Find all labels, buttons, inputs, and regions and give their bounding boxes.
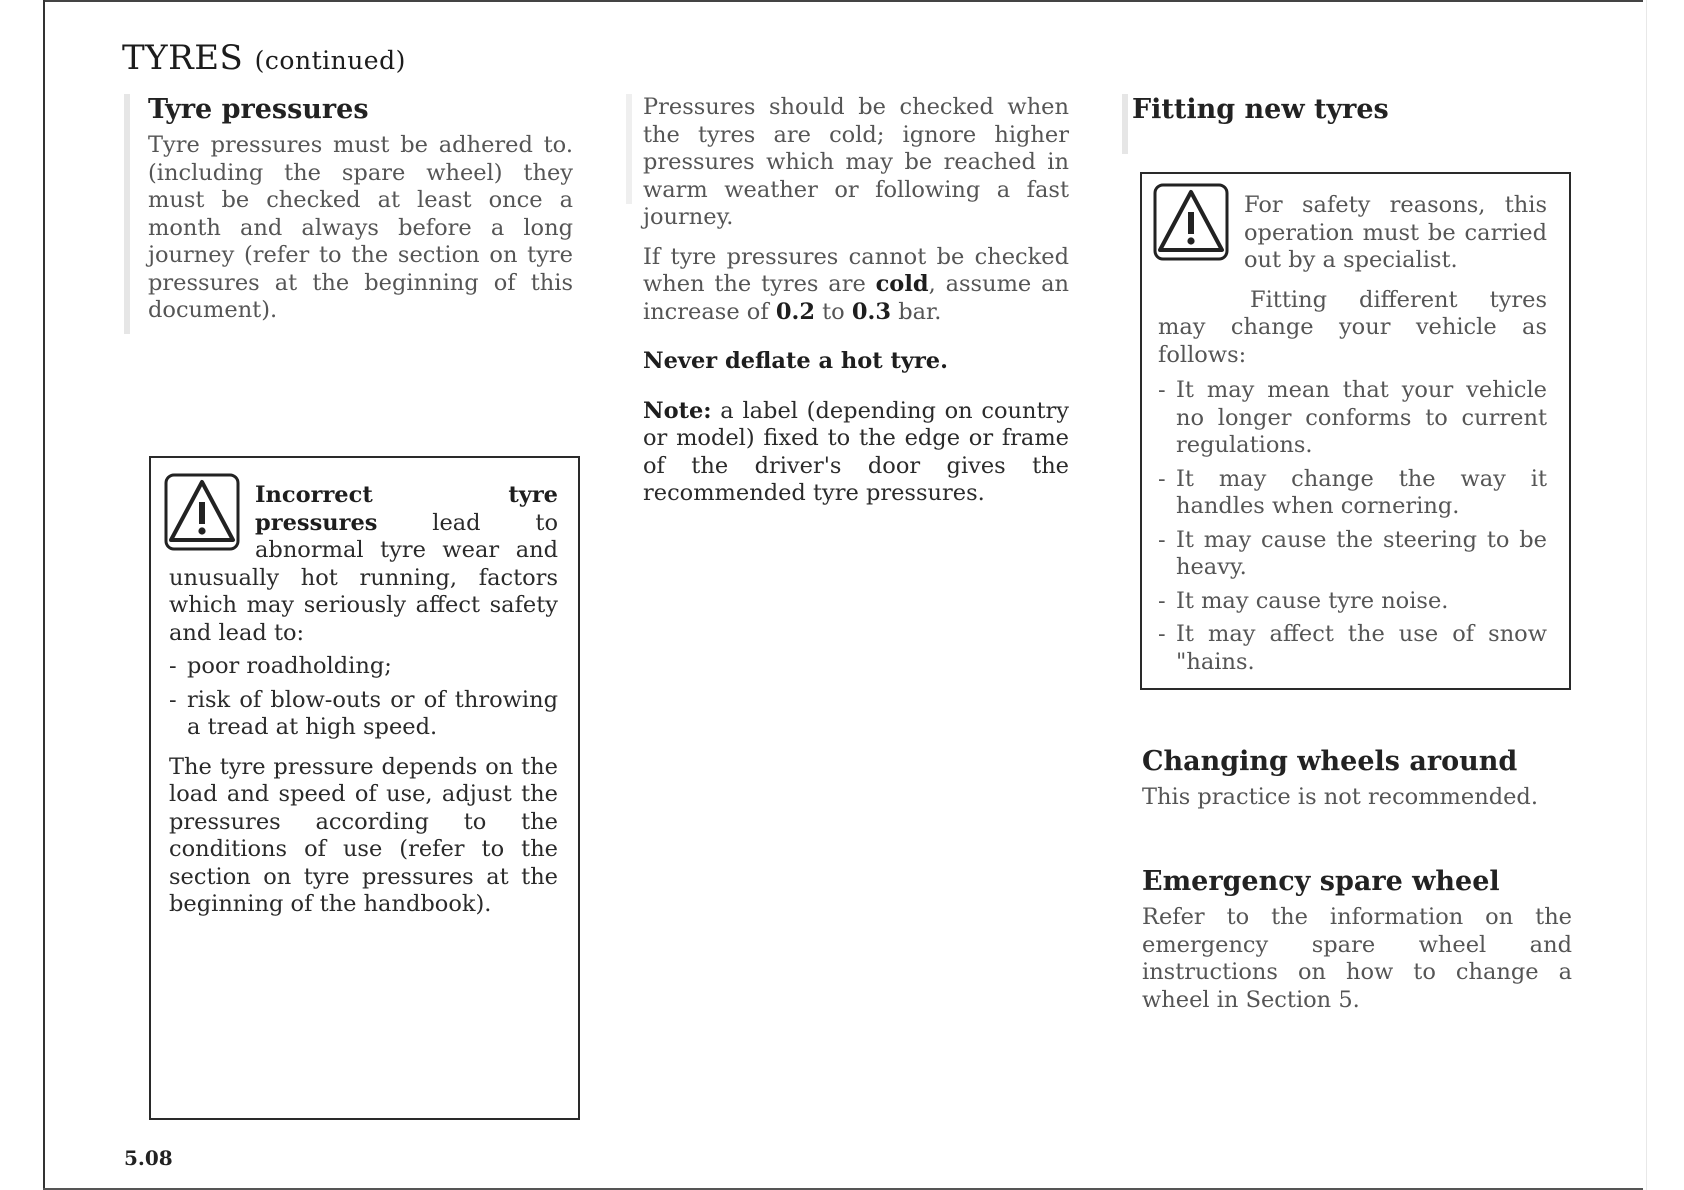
section-changing-wheels xyxy=(1142,746,1572,824)
pressures-cold-para: Pressures should be checked when the tyres are cold; ignore higher pressures which may be reached in warm weather or following a fast journey. xyxy=(643,94,1069,230)
section-emergency-spare xyxy=(1142,866,1572,1026)
column-1 xyxy=(148,94,573,337)
warning-list-item: - risk of blow-outs or of throwing a tread at high speed. xyxy=(169,687,558,742)
sidebar-marker-col2 xyxy=(626,94,632,204)
page-title xyxy=(122,38,406,78)
fitting-warning-text: For safety reasons, this operation must be carried out by a specialist. xyxy=(1244,192,1547,273)
changing-wheels-body: This practice is not recommended. xyxy=(1142,784,1538,810)
heading-tyre-pressures: Tyre pressures xyxy=(148,94,369,125)
tyre-pressures-body: Tyre pressures must be adhered to. (including the spare wheel) they must be checked at least once a month and always before a long journey (refer to the section on tyre pressures at the beginning of this document). xyxy=(148,132,573,323)
heading-emergency-spare: Emergency spare wheel xyxy=(1142,866,1500,897)
never-deflate-warning: Never deflate a hot tyre. xyxy=(643,348,948,374)
warning-triangle-icon xyxy=(163,472,241,552)
column-2 xyxy=(643,94,1069,520)
fitting-change-item: - It may affect the use of snow "hains. xyxy=(1158,621,1547,676)
page-border-left xyxy=(43,0,45,1190)
warning-lead-text: lead to abnormal tyre wear and unusually hot running, factors which may seriously affect safety and lead to: xyxy=(169,509,558,646)
warning-closing: The tyre pressure depends on the load and speed of use, adjust the pressures according to the conditions of use (refer to the section on tyre pressures at the beginning of the handbook). xyxy=(169,753,558,917)
page-border-right xyxy=(1646,0,1647,1190)
warning-list-item: - poor roadholding; xyxy=(169,653,558,681)
page-number: 5.08 xyxy=(124,1146,173,1170)
fitting-changes-list xyxy=(1158,377,1547,676)
warning-lead-bold: Incorrect tyre pressures xyxy=(255,482,558,536)
heading-changing-wheels: Changing wheels around xyxy=(1142,746,1518,777)
note-text: a label (depending on country or model) fixed to the edge or frame of the driver's door gives the recommended tyre pressures. xyxy=(643,397,1069,506)
heading-fitting-new-tyres: Fitting new tyres xyxy=(1132,94,1389,125)
note-para xyxy=(643,398,1069,508)
warning-triangle-icon xyxy=(1152,182,1230,262)
fitting-changes-intro: Fitting different tyres may change your vehicle as follows: xyxy=(1158,286,1547,368)
warning-list xyxy=(169,653,558,742)
page-border-top xyxy=(43,0,1643,2)
title-main: TYRES xyxy=(122,38,244,78)
warning-box-pressures xyxy=(149,456,580,1120)
column-3 xyxy=(1132,94,1562,132)
cannot-check-para: If tyre pressures cannot be checked when the tyres are cold, assume an increase of 0.2 to 0.3 bar. xyxy=(643,243,1069,325)
sidebar-marker-col1 xyxy=(124,94,130,334)
fitting-change-item: - It may cause tyre noise. xyxy=(1158,588,1547,616)
fitting-change-item: - It may cause the steering to be heavy. xyxy=(1158,527,1547,582)
sidebar-marker-col3 xyxy=(1122,94,1128,154)
note-label: Note: xyxy=(643,397,712,424)
emergency-spare-body: Refer to the information on the emergency spare wheel and instructions on how to change a wheel in Section 5. xyxy=(1142,904,1572,1013)
fitting-change-item: - It may mean that your vehicle no longer conforms to current regulations. xyxy=(1158,377,1547,460)
warning-box-fitting xyxy=(1140,172,1571,690)
fitting-change-item: - It may change the way it handles when cornering. xyxy=(1158,466,1547,521)
title-subtitle: (continued) xyxy=(254,46,406,75)
